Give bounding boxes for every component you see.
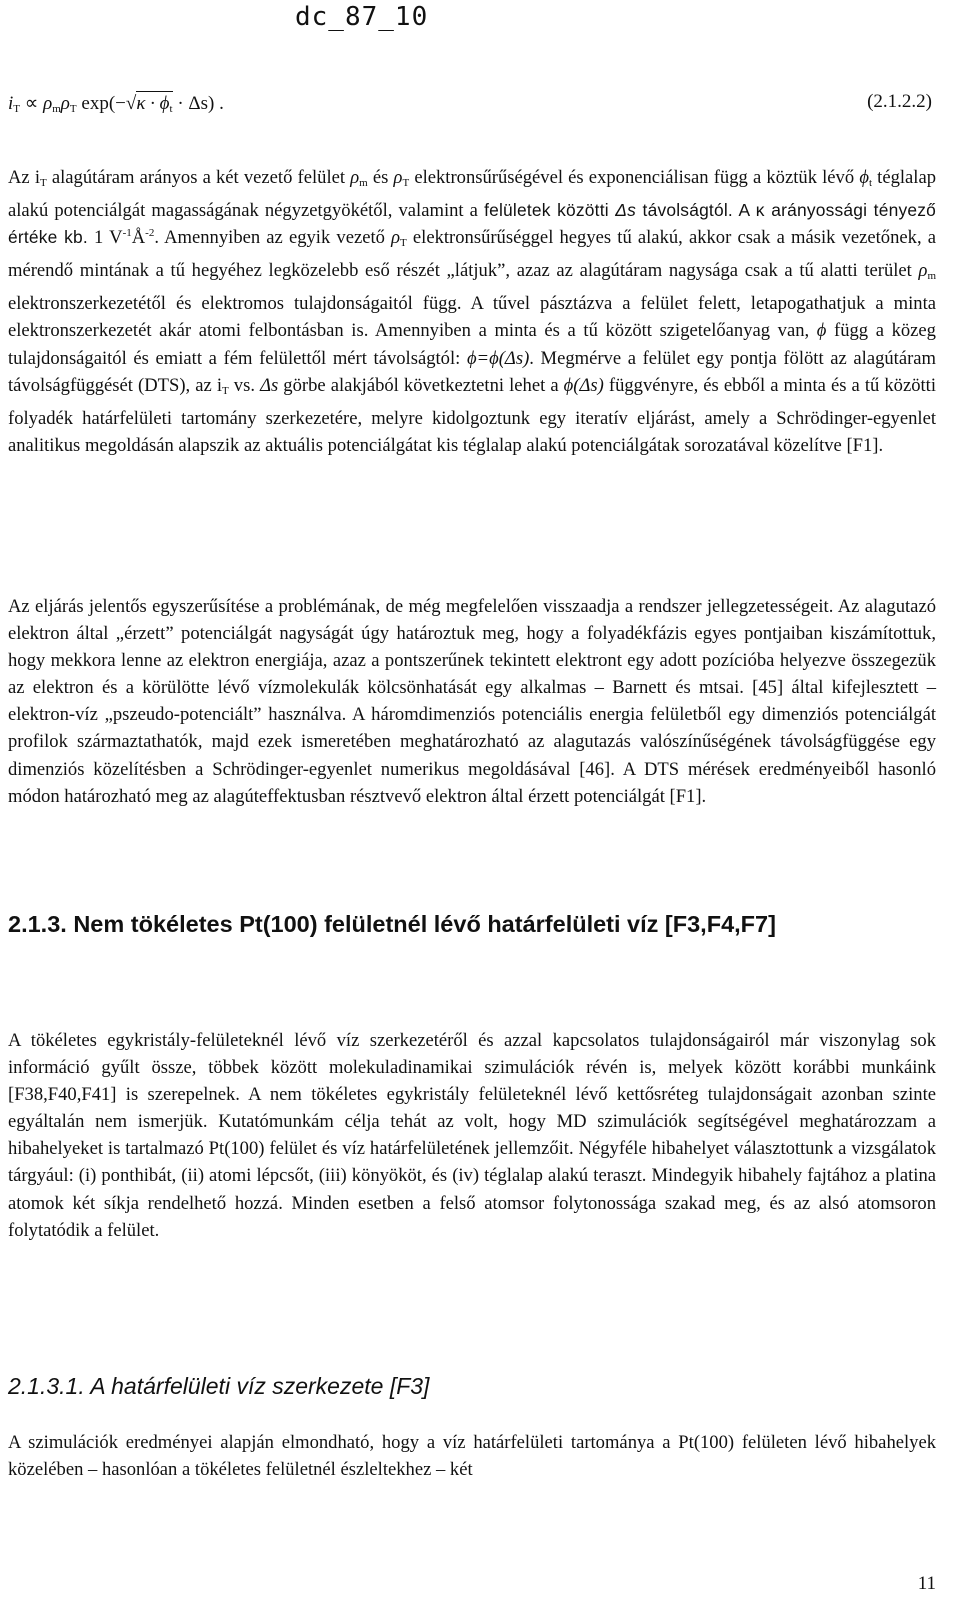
sqrt-icon: √ xyxy=(125,93,137,114)
sqrt-radicand: $\kappa \cdot \phi_t$ xyxy=(136,93,173,115)
equation-2-1-2-2 xyxy=(8,91,932,119)
document-header-code: dc_87_10 xyxy=(295,2,429,32)
eq-proportional-sign: ∝ xyxy=(20,93,44,114)
section-heading-2-1-3: 2.1.3. Nem tökéletes Pt(100) felületnél lévő határfelületi víz [F3,F4,F7] xyxy=(8,911,776,937)
paragraph-simulation-results: A szimulációk eredményei alapján elmondható, hogy a víz határfelületi tartománya a Pt(100) felületen lévő hibahelyek közelében – hasonlóan a tökéletes felületnél észleltekhez – két xyxy=(8,1432,936,1481)
equation-formula: $i_T \propto \rho_m\rho_T$ $\exp(-√\kappa \cdot \phi_t \cdot \Delta s)$ . xyxy=(8,93,224,115)
equation-number: (2.1.2.2) xyxy=(867,91,932,112)
eq-current-symbol: i xyxy=(8,93,14,114)
paragraph-alagutaram: Az $i_T$ alagútáram arányos a két vezető felület $\rho_m$ és $\rho_T$ elektronsűrűségével és exponenciálisan függ a köztük lévő $\phi_t$ téglalap alakú potenciálgát magasságának négyzetgyökétől, valamint a felületek közötti Δs távolságtól. A κ arányossági tényező értéke kb. 1 $V^{-1}Å^{-2}$. Amennyiben az egyik vezető $\rho_T$ elektronsűrűséggel hegyes tű alakú, akkor csak a másik vezetőnek, a mérendő mintának a tű hegyéhez legközelebb eső részét „látjuk”, azaz az alagútáram nagysága csak a tű alatti terület $\rho_m$ elektronszerkezetétől és elektromos tulajdonságaitól függ. A tűvel pásztázva a felület felett, letapogathatjuk a minta elektronszerkezetét akár atomi felbontásban is. Amennyiben a minta és a tű között szigetelőanyag van, ϕ függ a közeg tulajdonságaitól és emiatt a fém felülettől mért távolságtól: ϕ=ϕ(Δs). Megmérve a felület egy pontja fölött az alagútáram távolságfüggését (DTS), az $i_T$ vs. Δs görbe alakjából következtetni lehet a ϕ(Δs) függvényre, és ebből a minta és a tű közötti folyadék határfelületi tartomány szerkezetére, melyre kidolgoztunk egy iteratív eljárást, amely a Schrödinger-egyenlet analitikus megoldásán alapszik az aktuális potenciálgátat kis téglalap alakú potenciálgátak sorozatával közelítve [F1]. xyxy=(8,167,937,456)
paragraph-pseudo-potential: Az eljárás jelentős egyszerűsítése a problémának, de még megfelelően visszaadja a rendszer jellegzetességeit. Az alagutazó elektron által „érzett” potenciálgát nagyságát úgy határoztuk meg, hogy a folyadékfázis egyes pontjaiban kiszámítottuk, hogy mekkora lenne az elektron energiája, azaz a pontszerűnek tekintett elektront egy adott pozícióba helyezve összegezük az elektron és a körülötte lévő vízmolekulák kölcsönhatását egy alkalmas – Barnett és mtsai. [45] által kifejlesztett – elektron-víz „pszeudo-potenciált” használva. A háromdimenziós potenciális energia felületből egy dimenziós potenciálgát profilok származtathatók, majd ezek ismeretében meghatározható az alagutazás valószínűségének távolságfüggése egy dimenziós közelítésben a Schrödinger-egyenlet numerikus megoldásával [46]. A DTS mérések eredményeiből hasonló módon határozható meg az alagúteffektusban résztvevő elektron által érzett potenciálgát [F1]. xyxy=(8,596,936,807)
paragraph-defects: A tökéletes egykristály-felületeknél lévő víz szerkezetéről és azzal kapcsolatos tulajdonságairól már viszonylag sok információ gyűlt össze, többek között molekuladinamikai szimulációk révén is, melyek között korábbi munkáink [F38,F40,F41] is szerepelnek. A nem tökéletes egykristály felületeknél lévő kettősréteg tulajdonságait azonban szinte egyáltalán nem ismerjük. Kutatómunkám célja tehát az volt, hogy MD szimulációk segítségével meghatározzam a hibahelyeket is tartalmazó Pt(100) felület és víz határfelületének jellemzőit. Négyféle hibahelyet választottunk a vizsgálatok tárgyául: (i) ponthibát, (ii) atomi lépcsőt, (iii) könyököt, és (iv) téglalap alakú teraszt. Mindegyik hibahely fajtához a platina atomok két síkja rendelhető hozzá. Minden esetben a felső atomsor folytonossága szakad meg, és az alsó atomsoron folytatódik a felület. xyxy=(8,1030,936,1241)
subsection-heading-2-1-3-1: 2.1.3.1. A határfelületi víz szerkezete [F3] xyxy=(8,1373,430,1399)
page-number: 11 xyxy=(917,1573,936,1594)
